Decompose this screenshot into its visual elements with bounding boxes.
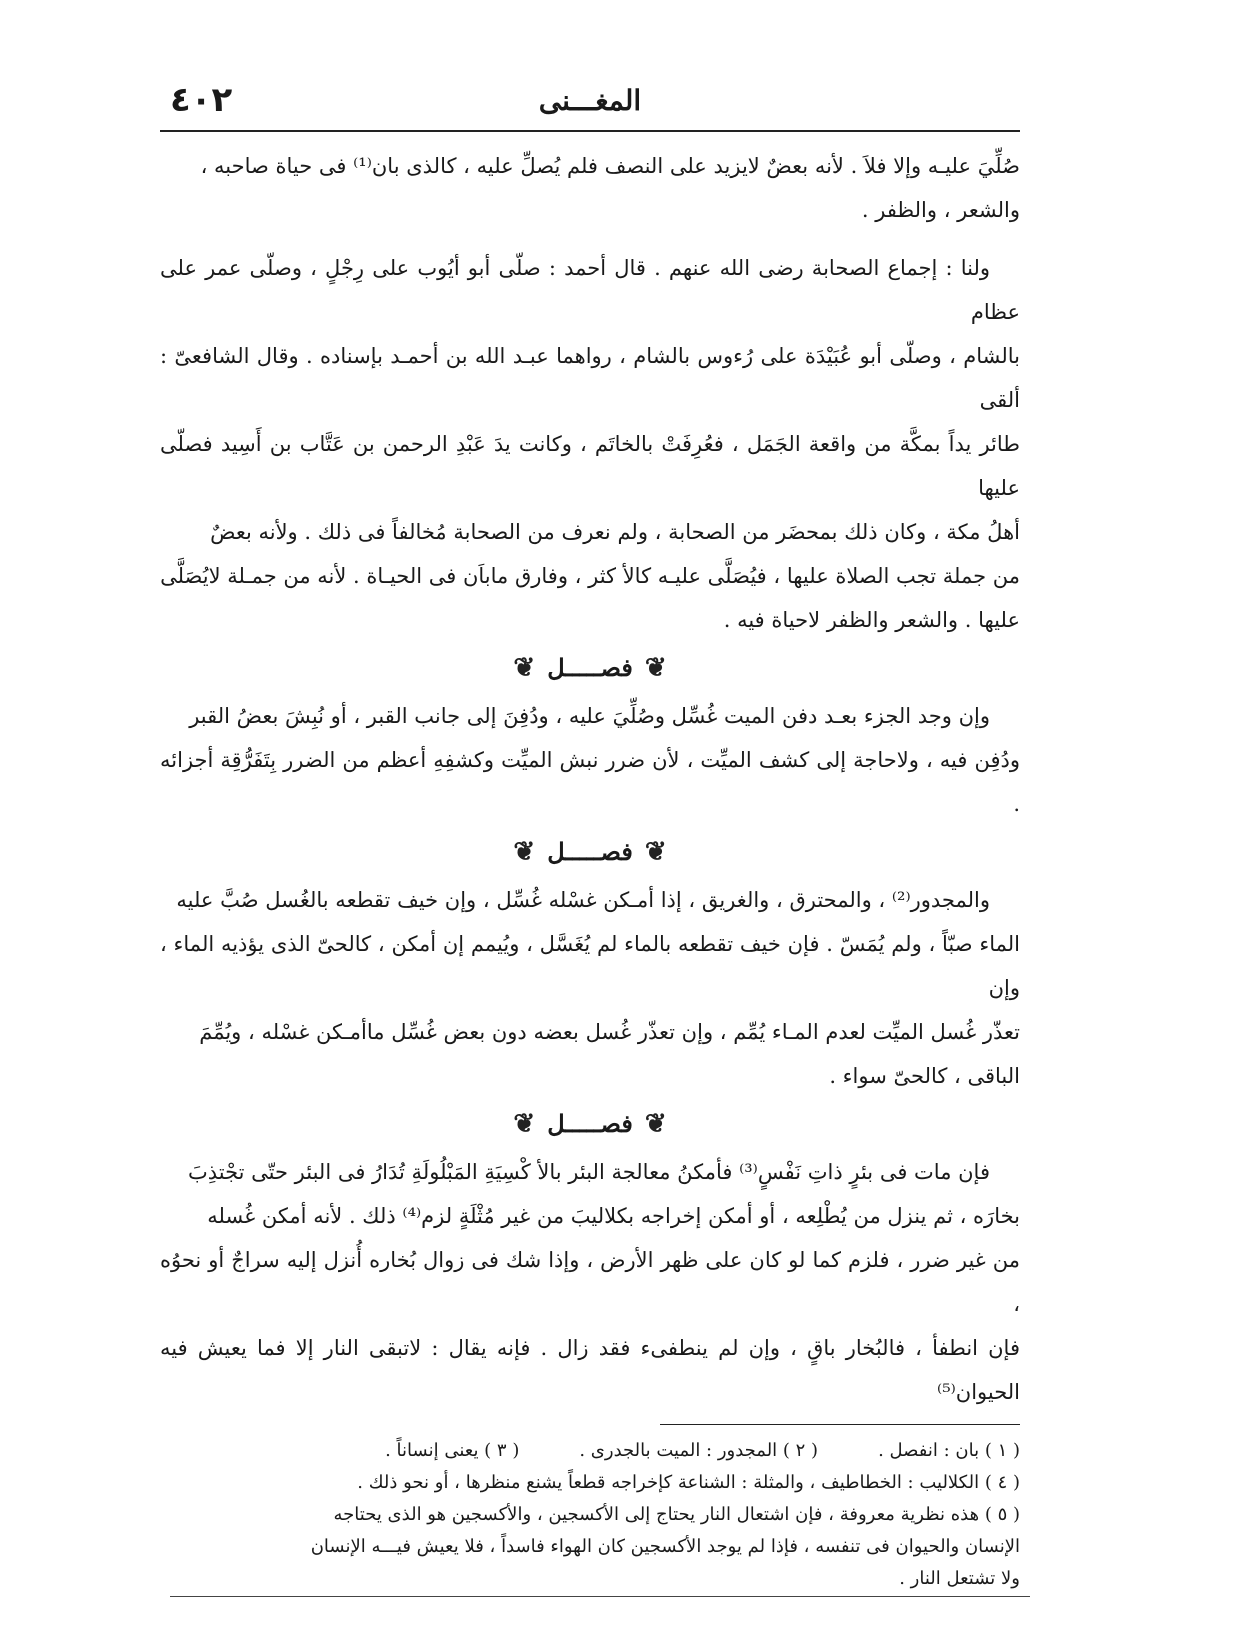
section-heading-label: فصـــــل bbox=[547, 1109, 633, 1138]
section-ornament-icon: ❦ bbox=[513, 1109, 536, 1139]
footnote-3: ( ٣ ) يعنى إنساناً . bbox=[385, 1440, 520, 1461]
text-line: ودُفِن فيه ، ولاحاجة إلى كشف الميِّت ، لأن ضرر نبش الميِّت وكشفِهِ أعظم من الضرر بِتَفَرُّقِة أجزائه . bbox=[160, 748, 1020, 816]
section-ornament-icon: ❦ bbox=[644, 653, 667, 683]
text-line: والشعر ، والظفر . bbox=[861, 198, 1020, 222]
text-line: فإن انطفأ ، فالبُخار باقٍ ، وإن لم ينطفىء فقد زال . فإنه يقال : لاتبقى النار إلا فما يعيش فيه الحيوان⁽⁵⁾ bbox=[160, 1336, 1020, 1404]
footnote-2: ( ٢ ) المجدور : الميت بالجدرى . bbox=[579, 1440, 819, 1461]
footnote-5-line: ( ٥ ) هذه نظرية معروفة ، فإن اشتعال النار يحتاج إلى الأكسجين ، والأكسجين هو الذى يحتاجه bbox=[333, 1504, 1020, 1525]
text-line: من غير ضرر ، فلزم كما لو كان على ظهر الأرض ، وإذا شك فى زوال بُخاره أُنزل إليه سراجٌ أو نحوُه ، bbox=[160, 1248, 1020, 1316]
text-line: ولنا : إجماع الصحابة رضى الله عنهم . قال أحمد : صلّى أبو أيُوب على رِجْلٍ ، وصلّى عمر على عظام bbox=[160, 256, 1020, 324]
section-ornament-icon: ❦ bbox=[513, 653, 536, 683]
footnote-1: ( ١ ) بان : انفصل . bbox=[878, 1440, 1020, 1461]
text-line: أهلُ مكة ، وكان ذلك بمحضَر من الصحابة ، ولم نعرف من الصحابة مُخالفاً فى ذلك . ولأنه بعضٌ bbox=[210, 520, 1020, 544]
section-heading bbox=[160, 826, 1020, 878]
section-heading bbox=[160, 642, 1020, 694]
section-ornament-icon: ❦ bbox=[644, 837, 667, 867]
footnote-5-line: ولا تشتعل النار . bbox=[899, 1568, 1020, 1589]
document-page bbox=[160, 80, 1020, 1600]
section-ornament-icon: ❦ bbox=[644, 1109, 667, 1139]
text-line: طائر يداً بمكَّة من واقعة الجَمَل ، فعُرِفَتْ بالخاتَم ، وكانت يدَ عَبْدِ الرحمن بن عَتَّاب بن أَسِيد فصلّى عليها bbox=[160, 432, 1020, 500]
text-line: والمجدور⁽²⁾ ، والمحترق ، والغريق ، إذا أمـكن غسْله غُسِّل ، وإن خيف تقطعه بالغُسل صُبَّ عليه bbox=[176, 888, 990, 912]
page-header bbox=[160, 80, 1020, 132]
section-ornament-icon: ❦ bbox=[513, 837, 536, 867]
text-line: الماء صبّاً ، ولم يُمَسّ . فإن خيف تقطعه بالماء لم يُغَسَّل ، ويُيمم إن أمكن ، كالحىّ الذى يؤذيه الماء ، وإن bbox=[160, 932, 1020, 1000]
section-heading-label: فصـــــل bbox=[547, 837, 633, 866]
page-number: ٤٠٢ bbox=[170, 80, 233, 120]
section-heading bbox=[160, 1098, 1020, 1150]
footnote-4: ( ٤ ) الكلاليب : الخطاطيف ، والمثلة : الشناعة كإخراجه قطعاً يشنع منظرها ، أو نحو ذلك . bbox=[357, 1472, 1020, 1493]
text-line: الباقى ، كالحىّ سواء . bbox=[829, 1064, 1020, 1088]
footnote-5-line: الإنسان والحيوان فى تنفسه ، فإذا لم يوجد الأكسجين كان الهواء فاسداً ، فلا يعيش فيـــه الإنسان bbox=[310, 1536, 1020, 1557]
text-line: وإن وجد الجزء بعـد دفن الميت غُسِّل وصُلِّيَ عليه ، ودُفِنَ إلى جانب القبر ، أو نُبِشَ بعضُ القبر bbox=[189, 704, 990, 728]
section-heading-label: فصـــــل bbox=[547, 653, 633, 682]
footnotes bbox=[160, 1435, 1020, 1595]
text-line: صُلِّيَ عليـه وإلا فلاَ . لأنه بعضٌ لايزيد على النصف فلم يُصلِّ عليه ، كالذى بان⁽¹⁾ فى حياة صاحبه ، bbox=[200, 154, 1020, 178]
footnote-row bbox=[160, 1435, 1020, 1467]
text-line: من جملة تجب الصلاة عليها ، فيُصَلَّى عليـه كالأ كثر ، وفارق ماباَن فى الحيـاة . لأنه من جمـلة لايُصَلَّى bbox=[160, 564, 1020, 588]
text-line: بخارَه ، ثم ينزل من يُطْلِعه ، أو أمكن إخراجه بكلاليبَ من غير مُثْلَةٍ لزم⁽⁴⁾ ذلك . لأنه أمكن غُسله bbox=[207, 1204, 1020, 1228]
text-line: فإن مات فى بئرٍ ذاتِ نَفْسٍ⁽³⁾ فأمكنُ معالجة البئر بالأ كْسِيَةِ المَبْلُولَةِ تُدَارُ فى البئر حتّى تجْتذِبَ bbox=[187, 1160, 990, 1184]
running-title: المغـــنى bbox=[538, 84, 642, 117]
text-line: عليها . والشعر والظفر لاحياة فيه . bbox=[723, 608, 1020, 632]
bottom-rule bbox=[170, 1596, 1030, 1597]
text-line: تعذّر غُسل الميِّت لعدم المـاء يُمِّم ، وإن تعذّر غُسل بعضه دون بعض غُسِّل ماأمـكن غسْله ، ويُمِّمَ bbox=[199, 1020, 1020, 1044]
main-text bbox=[160, 144, 1020, 1414]
text-line: بالشام ، وصلّى أبو عُبَيْدَة على رُءوس بالشام ، رواهما عبـد الله بن أحمـد بإسناده . وقال الشافعىّ : ألقى bbox=[160, 344, 1020, 412]
footnote-separator bbox=[660, 1424, 1020, 1425]
